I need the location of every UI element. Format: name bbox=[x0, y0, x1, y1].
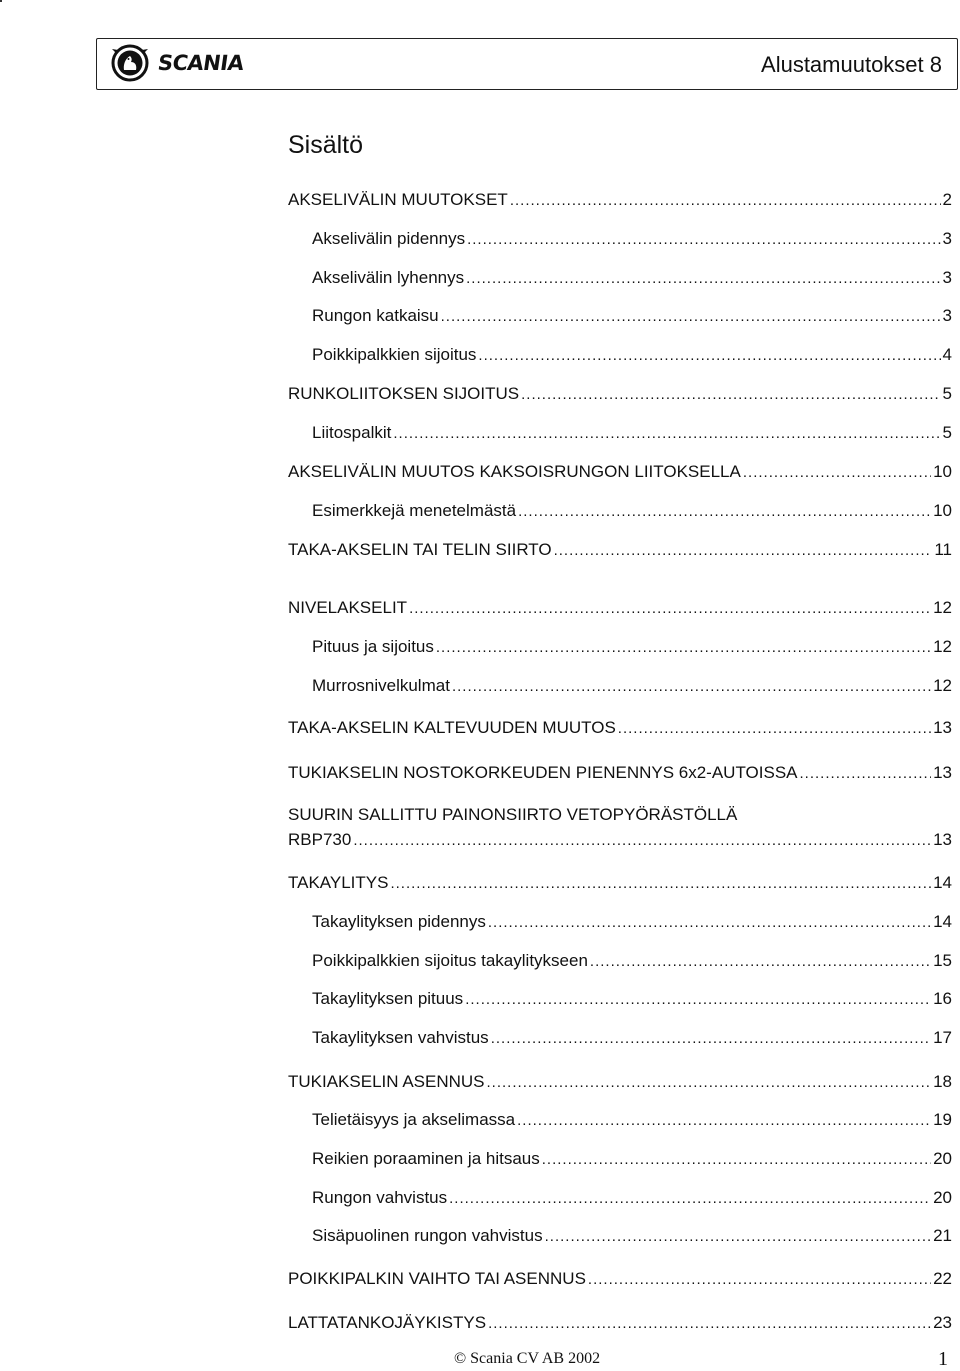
dot-leader bbox=[521, 385, 940, 405]
toc-entry[interactable] bbox=[288, 830, 952, 851]
dot-leader bbox=[488, 1314, 931, 1334]
toc-entry-label: Akselivälin pidennys bbox=[312, 229, 466, 248]
toc-entry-label: NIVELAKSELIT bbox=[288, 598, 408, 617]
toc-entry-label: AKSELIVÄLIN MUUTOS KAKSOISRUNGON LIITOKSELLA bbox=[288, 462, 741, 481]
copyright-notice: © Scania CV AB 2002 bbox=[454, 1350, 601, 1367]
toc-entry[interactable] bbox=[288, 1269, 952, 1290]
toc-entry-page: 20 bbox=[933, 1149, 952, 1168]
toc-entry[interactable] bbox=[312, 423, 952, 444]
dot-leader bbox=[393, 424, 940, 444]
toc-entry-label: Telietäisyys ja akselimassa bbox=[312, 1110, 516, 1129]
toc-entry[interactable] bbox=[288, 1313, 952, 1334]
toc-entry-label: Rungon katkaisu bbox=[312, 306, 439, 325]
toc-entry[interactable] bbox=[288, 462, 952, 483]
dot-leader bbox=[452, 677, 931, 697]
toc-entry[interactable] bbox=[288, 384, 952, 405]
toc-entry-label: Poikkipalkkien sijoitus bbox=[312, 345, 477, 364]
toc-entry-label: RUNKOLIITOKSEN SIJOITUS bbox=[288, 384, 520, 403]
dot-leader bbox=[436, 638, 931, 658]
toc-entry[interactable] bbox=[312, 229, 952, 250]
toc-entry-page: 12 bbox=[933, 676, 952, 695]
toc-entry[interactable] bbox=[312, 1226, 952, 1247]
dot-leader bbox=[478, 346, 940, 366]
toc-entry-page: 10 bbox=[933, 462, 952, 481]
toc-entry-label: TUKIAKSELIN ASENNUS bbox=[288, 1072, 485, 1091]
toc-entry[interactable] bbox=[312, 676, 952, 697]
toc-entry[interactable] bbox=[312, 912, 952, 933]
dot-leader bbox=[465, 990, 931, 1010]
dot-leader bbox=[467, 230, 940, 250]
toc-entry-page: 10 bbox=[933, 501, 952, 520]
toc-entry-label: Poikkipalkkien sijoitus takaylitykseen bbox=[312, 951, 588, 970]
toc-entry-page: 19 bbox=[933, 1110, 952, 1129]
toc-entry[interactable] bbox=[288, 598, 952, 619]
toc-entry[interactable] bbox=[312, 989, 952, 1010]
toc-entry-page: 17 bbox=[933, 1028, 952, 1047]
dot-leader bbox=[588, 1270, 931, 1290]
toc-entry[interactable] bbox=[288, 540, 952, 561]
toc-entry-label-line1: SUURIN SALLITTU PAINONSIIRTO VETOPYÖRÄSTÖLLÄ bbox=[288, 805, 738, 824]
toc-entry-label: Rungon vahvistus bbox=[312, 1188, 448, 1207]
dot-leader bbox=[390, 874, 931, 894]
toc-entry-label: TAKAYLITYS bbox=[288, 873, 389, 892]
toc-entry-page: 2 bbox=[942, 190, 952, 209]
toc-entry-page: 12 bbox=[933, 598, 952, 617]
dot-leader bbox=[491, 1029, 931, 1049]
toc-entry-label: Murrosnivelkulmat bbox=[312, 676, 450, 695]
toc-entry-page: 21 bbox=[933, 1226, 952, 1245]
dot-leader bbox=[409, 599, 931, 619]
toc-entry-page: 4 bbox=[942, 345, 952, 364]
toc-entry-page: 23 bbox=[933, 1313, 952, 1332]
toc-entry-label: Takaylityksen vahvistus bbox=[312, 1028, 489, 1047]
brand-wordmark: SCANIA bbox=[156, 51, 246, 75]
dot-leader bbox=[441, 307, 941, 327]
toc-entry-page: 13 bbox=[933, 763, 952, 782]
dot-leader bbox=[510, 191, 941, 211]
toc-entry-page: 14 bbox=[933, 873, 952, 892]
dot-leader bbox=[545, 1227, 931, 1247]
toc-entry[interactable] bbox=[312, 951, 952, 972]
toc-entry-label: Pituus ja sijoitus bbox=[312, 637, 434, 656]
toc-entry-label: Reikien poraaminen ja hitsaus bbox=[312, 1149, 540, 1168]
toc-entry-label: TUKIAKSELIN NOSTOKORKEUDEN PIENENNYS 6x2-AUTOISSA bbox=[288, 763, 798, 782]
toc-entry[interactable] bbox=[288, 763, 952, 784]
dot-leader bbox=[488, 913, 931, 933]
toc-entry-page: 5 bbox=[942, 384, 952, 403]
dot-leader bbox=[590, 952, 931, 972]
toc-entry-page: 13 bbox=[933, 718, 952, 737]
toc-entry-page: 13 bbox=[933, 830, 952, 849]
toc-entry[interactable] bbox=[312, 637, 952, 658]
toc-entry-page: 15 bbox=[933, 951, 952, 970]
toc-entry[interactable] bbox=[312, 1188, 952, 1209]
toc-entry-label: TAKA-AKSELIN KALTEVUUDEN MUUTOS bbox=[288, 718, 616, 737]
toc-entry[interactable] bbox=[288, 718, 952, 739]
toc-entry-label: Sisäpuolinen rungon vahvistus bbox=[312, 1226, 543, 1245]
dot-leader bbox=[517, 1111, 931, 1131]
toc-entry[interactable] bbox=[288, 190, 952, 211]
toc-entry-label: Takaylityksen pituus bbox=[312, 989, 464, 1008]
toc-entry-page: 3 bbox=[942, 229, 952, 248]
toc-entry-label: LATTATANKOJÄYKISTYS bbox=[288, 1313, 487, 1332]
toc-entry[interactable] bbox=[312, 306, 952, 327]
dot-leader bbox=[800, 764, 932, 784]
toc-entry-label: Esimerkkejä menetelmästä bbox=[312, 501, 517, 520]
page-number: 1 bbox=[938, 1348, 948, 1370]
toc-entry-page: 14 bbox=[933, 912, 952, 931]
toc-entry-page: 3 bbox=[942, 268, 952, 287]
toc-entry-page: 22 bbox=[933, 1269, 952, 1288]
toc-entry-page: 5 bbox=[942, 423, 952, 442]
dot-leader bbox=[618, 719, 931, 739]
dot-leader bbox=[449, 1189, 931, 1209]
toc-entry-label: AKSELIVÄLIN MUUTOKSET bbox=[288, 190, 508, 209]
toc-entry-page: 11 bbox=[934, 540, 952, 559]
toc-entry[interactable] bbox=[312, 1149, 952, 1170]
dot-leader bbox=[353, 831, 931, 851]
toc-entry-label: TAKA-AKSELIN TAI TELIN SIIRTO bbox=[288, 540, 552, 559]
dot-leader bbox=[487, 1073, 932, 1093]
toc-entry-label: Akselivälin lyhennys bbox=[312, 268, 465, 287]
toc-entry-label: Liitospalkit bbox=[312, 423, 392, 442]
dot-leader bbox=[554, 541, 933, 561]
toc-entry-label: Takaylityksen pidennys bbox=[312, 912, 486, 931]
toc-heading: Sisältö bbox=[288, 131, 364, 159]
toc-entry[interactable] bbox=[312, 268, 952, 289]
toc-entry[interactable] bbox=[288, 1072, 952, 1093]
toc-entry[interactable] bbox=[312, 1110, 952, 1131]
toc-entry-page: 18 bbox=[933, 1072, 952, 1091]
dot-leader bbox=[466, 269, 940, 289]
dot-leader bbox=[542, 1150, 931, 1170]
toc-entry[interactable] bbox=[312, 501, 952, 522]
toc-entry-page: 20 bbox=[933, 1188, 952, 1207]
toc-entry[interactable] bbox=[288, 873, 952, 894]
toc-entry-page: 3 bbox=[942, 306, 952, 325]
document-title: Alustamuutokset 8 bbox=[761, 52, 942, 77]
toc-entry-label: RBP730 bbox=[288, 830, 352, 849]
toc-entry-page: 16 bbox=[933, 989, 952, 1008]
toc-entry[interactable] bbox=[312, 1028, 952, 1049]
toc-entry-page: 12 bbox=[933, 637, 952, 656]
toc-entry[interactable] bbox=[312, 345, 952, 366]
toc-entry-label: POIKKIPALKIN VAIHTO TAI ASENNUS bbox=[288, 1269, 586, 1288]
dot-leader bbox=[518, 502, 931, 522]
dot-leader bbox=[743, 463, 931, 483]
